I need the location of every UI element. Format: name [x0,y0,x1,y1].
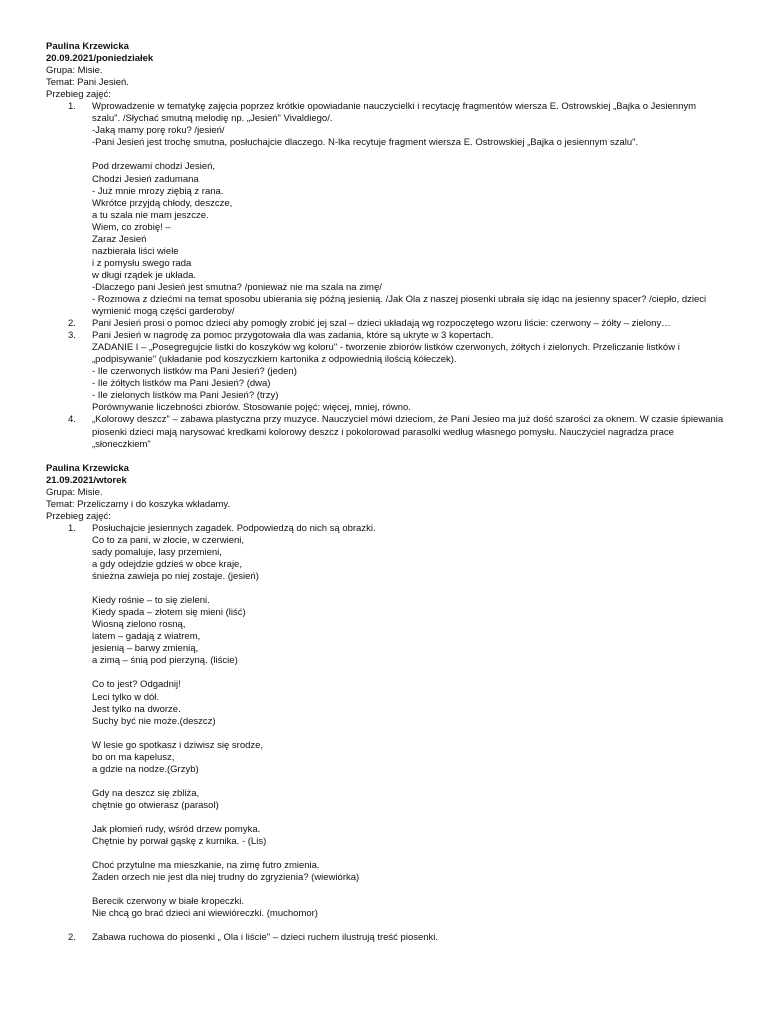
lesson-date: 21.09.2021/wtorek [46,474,127,486]
item-text-line: a gdy odejdzie gdzieś w obce kraje, [92,559,242,571]
item-text-line: Gdy na deszcz się zbliża, [92,787,200,799]
item-text-line: wymienić mogą części garderoby/ [92,306,235,318]
numbered-item [0,932,768,944]
lesson-date: 20.09.2021/poniedziałek [46,53,154,65]
item-text-line: Leci tylko w dół. [92,691,160,703]
item-text-line: -Pani Jesień jest trochę smutna, posłuchajcie dlaczego. N-lka recytuje fragment wiersza E. Ostrowskiej „Bajka o jesiennym szalu". [92,137,639,149]
numbered-item [0,523,768,933]
numbered-item [0,330,768,414]
blank-line [0,728,768,740]
item-text-line: Pod drzewami chodzi Jesień, [92,161,216,173]
item-text-line: Co to za pani, w złocie, w czerwieni, [92,534,245,546]
item-text-line: Kiedy rośnie – to się zieleni. [92,595,210,607]
blank-line [0,812,768,824]
item-text-line: Berecik czerwony w białe kropeczki. [92,896,245,908]
item-text-line: Posłuchajcie jesiennych zagadek. Podpowiedzą do nich są obrazki. 1. [68,522,376,534]
item-text-line: Wiem, co zrobię! – [92,221,171,233]
item-text-line: W lesie go spotkasz i dziwisz się srodze, [92,739,264,751]
item-text-line: „podpisywanie" (układanie pod koszyczkiem kartonika z odpowiednią ilością kółeczek). [92,354,457,366]
item-text-line: latem – gadają z wiatrem, [92,631,201,643]
item-text-line: -Dlaczego pani Jesień jest smutna? /ponieważ nie ma szala na zimę/ [92,281,382,293]
item-text-line: nazbierała liści wiele [92,245,179,257]
item-text-line: - Ile czerwonych listków ma Pani Jesień? (jeden) [92,366,297,378]
item-text-line: „Kolorowy deszcz" – zabawa plastyczna przy muzyce. Nauczyciel mówi dzieciom, że Pani Jesieo ma już dość szarości za oknem. W czasie śpiewania 4. [68,414,724,426]
item-number: 4. [68,414,76,426]
course-label: Przebieg zajęć: [46,510,111,522]
item-number: 2. [68,932,76,944]
item-text-line: Wprowadzenie w tematykę zajęcia poprzez krótkie opowiadanie nauczycielki i recytację fragmentów wiersza E. Ostrowskiej „Bajka o Jesiennym 1. [68,101,697,113]
item-text-line: Kiedy spada – złotem się mieni (liść) [92,607,246,619]
item-text-line: sady pomaluje, lasy przemieni, [92,546,222,558]
blank-line [0,667,768,679]
item-text-line: - Ile zielonych listków ma Pani Jesień? (trzy) [92,390,279,402]
author-name: Paulina Krzewicka [46,41,129,52]
item-text-line: chętnie go otwierasz (parasol) [92,799,219,811]
item-text-line: Choć przytulne ma mieszkanie, na zimę futro zmienia. [92,860,320,872]
author-name: Paulina Krzewicka [46,462,129,474]
item-text-line: Wkrótce przyjdą chłody, deszcze, [92,197,233,209]
group-label: Grupa: Misie. [46,486,103,498]
numbered-item [0,101,768,318]
item-text-line: szalu". /Słychać smutną melodię np. „Jesień" Vivaldiego/. [92,113,333,125]
item-text-line: Porównywanie liczebności zbiorów. Stosowanie pojęć: więcej, mniej, równo. [92,402,411,414]
item-text-line: -Jaką mamy porę roku? /jesień/ [92,125,225,137]
item-text-line: i z pomysłu swego rada [92,257,192,269]
item-text-line: bo on ma kapelusz, [92,751,175,763]
item-text-line: - Rozmowa z dziećmi na temat sposobu ubierania się późną jesienią. /Jak Ola z naszej piosenki ubrała się idąc na jesienny spacer? /ciepło, dzieci [92,293,707,305]
item-text-line: Chodzi Jesień zadumana [92,173,199,185]
item-text-line: Pani Jesień w nagrodę za pomoc przygotowała dla was zadania, które są ukryte w 3 kopertach. 3. [68,330,494,342]
blank-line [0,884,768,896]
topic-label: Temat: Pani Jesień. [46,77,129,89]
item-text-line: Co to jest? Odgadnij! [92,679,181,691]
blank-line [0,149,768,161]
item-number: 3. [68,330,76,342]
item-text-line: Pani Jesień prosi o pomoc dzieci aby pomogły zrobić jej szal – dzieci układają wg rozpoczętego wzoru liście: czerwony – żółty – zielony… 2. [68,318,671,330]
numbered-item [0,414,768,450]
course-label: Przebieg zajęć: [46,89,111,101]
item-text-line: Chętnie by porwał gąskę z kurnika. - (Lis) [92,836,267,848]
item-text-line: „słoneczkiem" [92,438,151,450]
item-text-line: Nie chcą go brać dzieci ani wiewióreczki. (muchomor) [92,908,318,920]
item-text-line: - Już mnie mrozy ziębią z rana. [92,185,224,197]
item-text-line: Zaraz Jesień [92,233,147,245]
item-text-line: ZADANIE I – „Posegregujcie listki do koszyków wg koloru" - tworzenie zbiorów listków czerwonych, żółtych i zielonych. Przeliczanie listków i [92,342,680,354]
blank-line [0,776,768,788]
item-text-line: a gdzie na nodze.(Grzyb) [92,763,199,775]
item-text-line: Wiosną zielono rosną, [92,619,186,631]
group-label: Grupa: Misie. [46,65,103,77]
item-text-line: Jak płomień rudy, wśród drzew pomyka. [92,824,261,836]
item-text-line: Zabawa ruchowa do piosenki „ Ola i liście" – dzieci ruchem ilustrują treść piosenki. 2. [68,932,439,944]
item-text-line: Suchy być nie może.(deszcz) [92,715,216,727]
item-text-line: Jest tylko na dworze. [92,703,181,715]
item-number: 1. [68,522,76,534]
item-text-line: w długi rządek je układa. [92,269,197,281]
item-text-line: - Ile żółtych listków ma Pani Jesień? (dwa) [92,378,271,390]
blank-line [0,583,768,595]
item-text-line: piosenki dzieci mają narysować kredkami kolorowy deszcz i pokolorowad parasolki według własnego pomysłu. Nauczyciel nagradza prace [92,426,674,438]
item-text-line: a zimą – śnią pod pierzyną. (liście) [92,655,238,667]
item-number: 2. [68,318,76,330]
item-text-line: a tu szala nie mam jeszcze. [92,209,209,221]
section-gap [0,451,768,463]
numbered-item [0,318,768,330]
topic-label: Temat: Przeliczamy i do koszyka wkładamy. [46,498,231,510]
item-text-line: Żaden orzech nie jest dla niej trudny do zgryzienia? (wiewiórka) [92,872,360,884]
item-text-line: śnieżna zawieja po niej zostaje. (jesień) [92,571,259,583]
item-number: 1. [68,101,76,113]
item-text-line: jesienią – barwy zmienią, [92,643,199,655]
blank-line [0,920,768,932]
blank-line [0,848,768,860]
